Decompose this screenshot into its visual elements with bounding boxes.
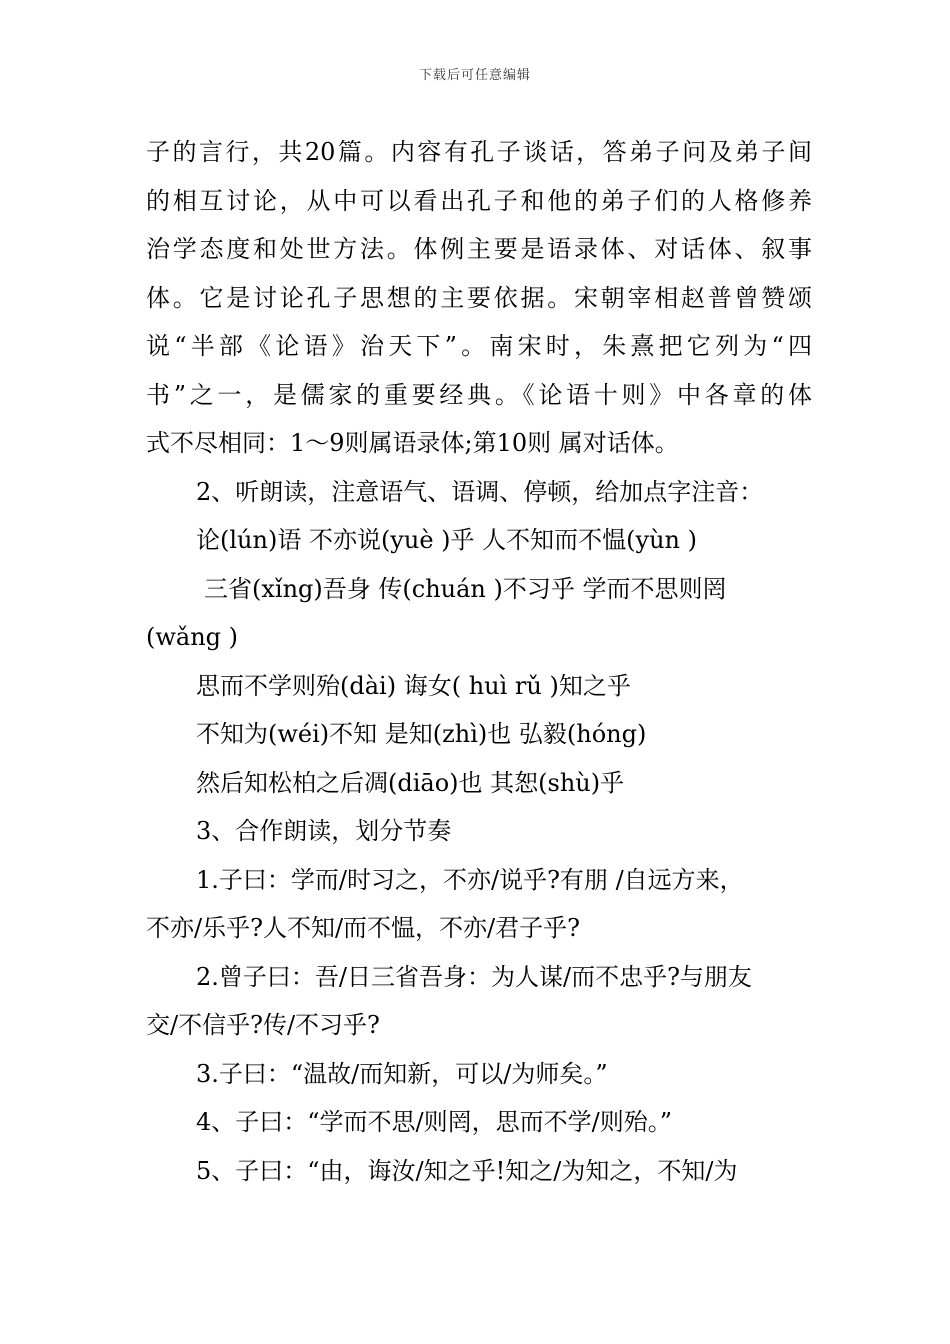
text-line: 治学态度和处世方法。体例主要是语录体、对话体、叙事 [146,235,812,263]
rhythm-item: 4、子曰：“学而不思/则罔，思而不学/则殆。” [196,1108,672,1136]
document-body [146,128,812,1195]
text-line: 书”之一，是儒家的重要经典。《论语十则》中各章的体 [146,380,812,409]
pinyin-line: 思而不学则殆(dài) 诲女( huì rǔ )知之乎 [196,671,631,700]
pinyin-line: 论(lún)语 不亦说(yuè )乎 人不知而不愠(yùn ) [196,526,697,554]
pinyin-line: 三省(xǐng)吾身 传(chuán )不习乎 学而不思则罔 [204,574,727,603]
rhythm-item: 1.子曰：学而/时习之，不亦/说乎?有朋 /自远方来， [196,865,744,894]
pinyin-line: 然后知松柏之后凋(diāo)也 其恕(shù)乎 [196,768,625,797]
section-heading-rhythm: 3、合作朗读，划分节奏 [196,817,452,845]
rhythm-item: 不亦/乐乎?人不知/而不愠，不亦/君子乎? [146,914,580,942]
text-line: 式不尽相同：1～9则属语录体;第10则 属对话体。 [146,429,679,457]
rhythm-item: 2.曾子曰：吾/日三省吾身：为人谋/而不忠乎?与朋友 [196,962,752,991]
rhythm-item: 5、子曰：“由，诲汝/知之乎!知之/为知之，不知/为 [196,1156,738,1185]
pinyin-line: 不知为(wéi)不知 是知(zhì)也 弘毅(hóng) [196,720,647,748]
rhythm-item: 交/不信乎?传/不习乎? [146,1011,380,1039]
text-line: 子的言行，共20篇。内容有孔子谈话，答弟子问及弟子间 [146,138,812,166]
text-line: 体。它是讨论孔子思想的主要依据。宋朝宰相赵普曾赞颂 [146,283,812,312]
pinyin-line: (wǎng ) [146,623,239,651]
page-header: 下载后可任意编辑 [418,68,531,83]
text-line: 的相互讨论，从中可以看出孔子和他的弟子们的人格修养 [146,186,812,215]
text-line: 说“半部《论语》治天下”。南宋时，朱熹把它列为“四 [146,332,812,360]
section-heading-listen: 2、听朗读，注意语气、语调、停顿，给加点字注音： [196,477,764,506]
rhythm-item: 3.子曰：“温故/而知新，可以/为师矣。” [196,1059,608,1088]
